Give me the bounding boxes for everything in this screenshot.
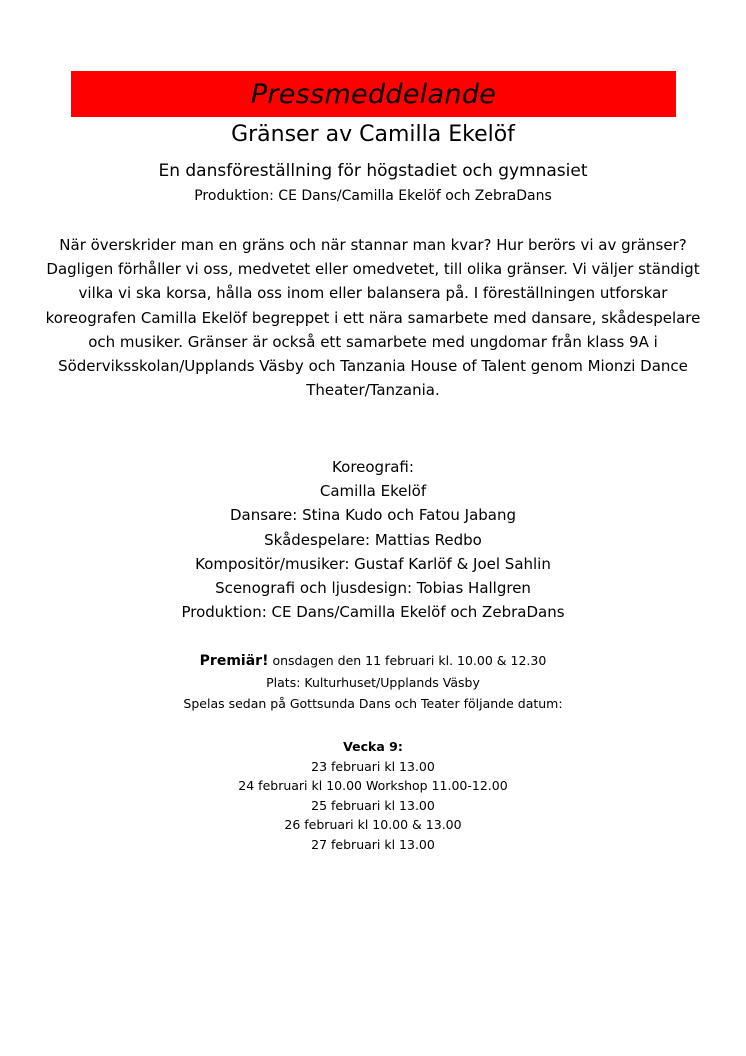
banner-title: Pressmeddelande <box>250 78 497 110</box>
schedule-week: Vecka 9: <box>343 739 403 754</box>
schedule-block <box>40 737 706 854</box>
schedule-date: 25 februari kl 13.00 <box>311 797 435 813</box>
header-banner <box>71 71 676 117</box>
production-line: Produktion: CE Dans/Camilla Ekelöf och ZebraDans <box>194 188 552 204</box>
credit-line: Produktion: CE Dans/Camilla Ekelöf och ZebraDans <box>181 603 565 622</box>
credit-line: Kompositör/musiker: Gustaf Karlöf & Joel Sahlin <box>195 554 551 573</box>
premiere-date: onsdagen den 11 februari kl. 10.00 & 12.30 <box>272 653 547 668</box>
credit-line: Skådespelare: Mattias Redbo <box>264 530 482 549</box>
premiere-block <box>40 650 706 714</box>
credit-line: Koreografi: <box>332 458 414 476</box>
schedule-date: 26 februari kl 10.00 & 13.00 <box>284 817 462 832</box>
intro-paragraph <box>40 233 706 402</box>
document-title: Gränser av Camilla Ekelöf <box>231 122 515 147</box>
premiere-followup: Spelas sedan på Gottsunda Dans och Teater följande datum: <box>183 696 563 711</box>
schedule-date: 24 februari kl 10.00 Workshop 11.00-12.00 <box>238 778 508 793</box>
schedule-date: 23 februari kl 13.00 <box>311 758 435 774</box>
premiere-line <box>40 650 706 672</box>
intro-text: När överskrider man en gräns och när stannar man kvar? Hur berörs vi av gränser? Dagligen förhåller vi oss, medvetet eller omedvetet, till olika gränser. Vi väljer ständigt vilka vi ska korsa, hålla oss inom eller balansera på. I föreställningen utforskar koreografen Camilla Ekelöf begreppet i ett nära samarbete med dansare, skådespelare och musiker. Gränser är också ett samarbete med ungdomar från klass 9A i Söderviksskolan/Upplands Väsby och Tanzania House of Talent genom Mionzi Dance Theater/Tanzania. <box>45 236 701 400</box>
premiere-label: Premiär! <box>199 653 269 669</box>
credit-line: Scenografi och ljusdesign: Tobias Hallgren <box>215 579 531 598</box>
document-subtitle: En dansföreställning för högstadiet och gymnasiet <box>158 161 588 181</box>
schedule-date: 27 februari kl 13.00 <box>311 836 435 852</box>
premiere-venue: Plats: Kulturhuset/Upplands Väsby <box>266 675 480 690</box>
credit-line: Camilla Ekelöf <box>319 482 427 501</box>
credit-line: Dansare: Stina Kudo och Fatou Jabang <box>229 506 517 525</box>
credits-block <box>40 455 706 624</box>
